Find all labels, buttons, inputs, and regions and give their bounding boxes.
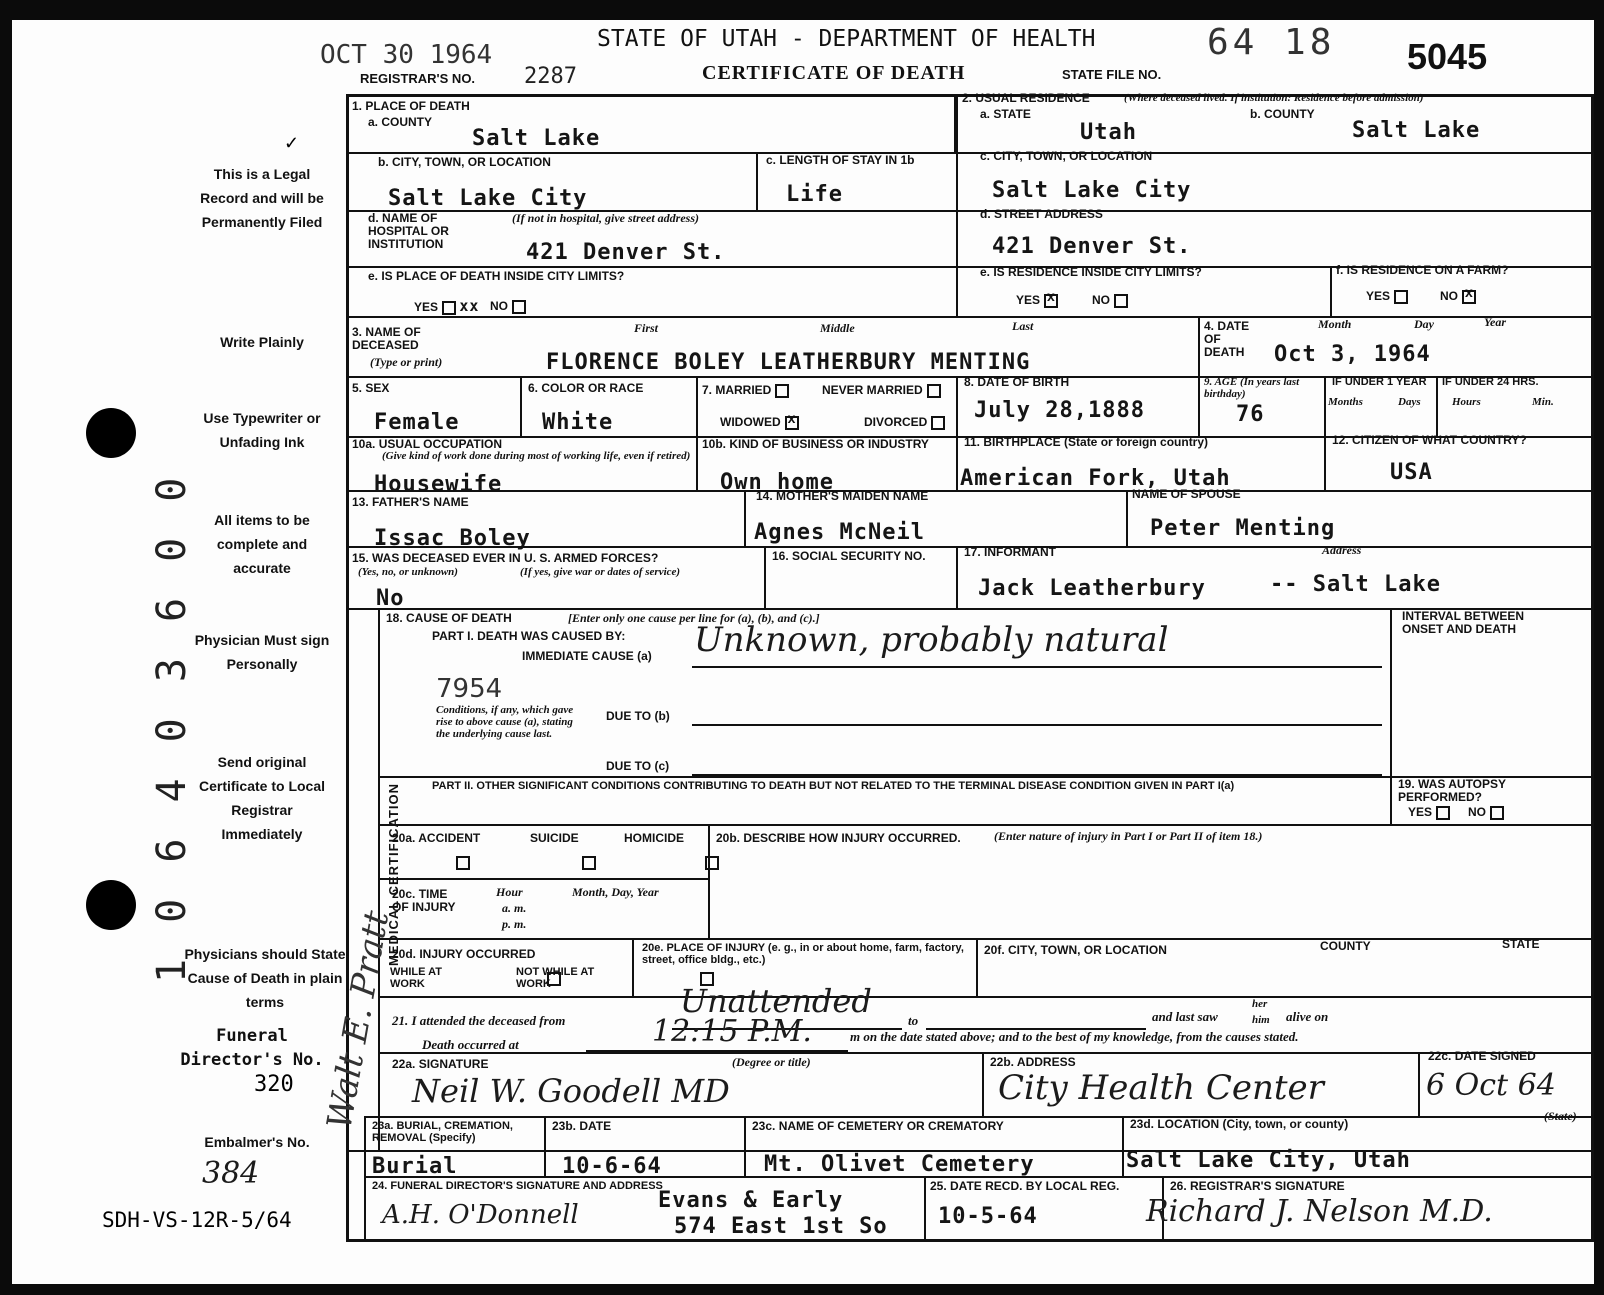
pod-inside-city-label: e. IS PLACE OF DEATH INSIDE CITY LIMITS?	[368, 269, 625, 283]
mother-value: Agnes McNeil	[754, 520, 925, 545]
disposition-date-label: 23b. DATE	[552, 1119, 612, 1133]
under-24h-label: IF UNDER 24 HRS.	[1442, 376, 1539, 388]
race-label: 6. COLOR OR RACE	[528, 381, 644, 395]
due-c-label: DUE TO (c)	[606, 759, 670, 773]
cause-code: 7954	[436, 674, 503, 704]
res-street-label: d. STREET ADDRESS	[980, 207, 1103, 221]
agency-title: STATE OF UTAH - DEPARTMENT OF HEALTH	[597, 26, 1096, 52]
occupation-value: Housewife	[374, 472, 503, 497]
under-1yr-label: IF UNDER 1 YEAR	[1332, 376, 1427, 388]
homicide-label: HOMICIDE	[624, 831, 684, 845]
alive-label: alive on	[1286, 1009, 1329, 1024]
immediate-line	[692, 666, 1382, 668]
date-recd-value: 10-5-64	[938, 1204, 1038, 1229]
disposition-location-value: Salt Lake City, Utah	[1126, 1148, 1411, 1173]
form-code: SDH-VS-12R-5/64	[102, 1208, 292, 1232]
first-label: First	[634, 321, 659, 335]
suicide-checkbox[interactable]	[582, 856, 596, 870]
all-items-note: All items to be complete and accurate	[214, 512, 310, 576]
cemetery-value: Mt. Olivet Cemetery	[764, 1152, 1035, 1177]
pod-hospital-label: d. NAME OF HOSPITAL OR INSTITUTION	[368, 211, 449, 251]
occurred-label: Death occurred at	[422, 1037, 519, 1052]
dob-label: 8. DATE OF BIRTH	[964, 375, 1070, 389]
residence-label: 2. USUAL RESIDENCE	[962, 91, 1090, 105]
date-of-death-label: 4. DATE OF DEATH	[1204, 319, 1250, 359]
residence-note: (Where deceased lived. If institution: Residence before admission)	[1124, 92, 1424, 104]
year-label: Year	[1484, 315, 1506, 329]
autopsy-label: 19. WAS AUTOPSY PERFORMED?	[1398, 777, 1506, 804]
legal-record-note: This is a Legal Record and will be Permanently Filed	[200, 166, 324, 230]
physician-address-value: City Health Center	[998, 1068, 1324, 1108]
funeral-director-label: 24. FUNERAL DIRECTOR'S SIGNATURE AND ADDRESS	[372, 1180, 663, 1192]
due-b-label: DUE TO (b)	[606, 709, 670, 723]
pod-inside-city-no[interactable]: NO	[490, 300, 526, 314]
widowed-option[interactable]: WIDOWEDx	[720, 416, 799, 430]
pod-hospital-value: 421 Denver St.	[526, 240, 726, 265]
injury-occurred-label: 20d. INJURY OCCURRED	[392, 947, 536, 961]
cemetery-label: 23c. NAME OF CEMETERY OR CREMATORY	[752, 1119, 1004, 1133]
res-inside-yes-checkbox[interactable]	[1044, 294, 1058, 308]
burial-value: Burial	[372, 1154, 458, 1179]
part2-label: PART II. OTHER SIGNIFICANT CONDITIONS CONTRIBUTING TO DEATH BUT NOT RELATED TO THE TERMINAL DISEASE CONDITION GIVEN IN PART I(a)	[432, 780, 1235, 792]
pod-inside-yes-checkbox[interactable]	[442, 301, 456, 315]
immediate-cause-value: Unknown, probably natural	[694, 620, 1169, 660]
cause-note: [Enter only one cause per line for (a), (b), and (c).]	[568, 611, 820, 625]
registrar-no: 2287	[524, 64, 577, 89]
business-value: Own home	[720, 470, 834, 495]
physician-note: Physician Must sign Personally	[194, 632, 330, 672]
injury-city-label: 20f. CITY, TOWN, OR LOCATION	[984, 943, 1167, 957]
burial-label: 23a. BURIAL, CREMATION, REMOVAL (Specify)	[372, 1120, 513, 1144]
sex-value: Female	[374, 410, 460, 435]
res-city-value: Salt Lake City	[992, 178, 1192, 203]
punch-hole-top	[86, 408, 136, 458]
res-state-label: a. STATE	[980, 107, 1031, 121]
disposition-state-note: (State)	[1544, 1109, 1577, 1123]
to-label: to	[908, 1013, 919, 1028]
res-inside-no-checkbox[interactable]	[1114, 294, 1128, 308]
funeral-home-name: Evans & Early	[658, 1188, 844, 1213]
her-label: her	[1252, 998, 1268, 1010]
autopsy-no[interactable]: NO	[1468, 806, 1504, 820]
hours-label: Hours	[1452, 396, 1481, 408]
citizen-label: 12. CITIZEN OF WHAT COUNTRY?	[1332, 433, 1527, 447]
interval-label: INTERVAL BETWEEN ONSET AND DEATH	[1402, 609, 1525, 636]
divorced-option[interactable]: DIVORCED	[864, 416, 945, 430]
res-county-value: Salt Lake	[1352, 118, 1481, 143]
vertical-record-number: 1 0 6 4 0 3 6 0 0	[149, 471, 195, 983]
res-farm-no-checkbox[interactable]	[1462, 290, 1476, 304]
suicide-label: SUICIDE	[530, 831, 579, 845]
send-original-note: Send original Certificate to Local Registrar Immediately	[198, 754, 326, 842]
registrar-signature-label: 26. REGISTRAR'S SIGNATURE	[1170, 1179, 1345, 1193]
pod-stay-value: Life	[786, 182, 843, 207]
last-label: Last	[1012, 319, 1034, 333]
pod-city-label: b. CITY, TOWN, OR LOCATION	[378, 155, 551, 169]
registrar-signature: Richard J. Nelson M.D.	[1146, 1194, 1493, 1229]
funeral-director-signature: A.H. O'Donnell	[382, 1200, 579, 1230]
injury-state-label: STATE	[1502, 937, 1540, 951]
deceased-name: FLORENCE BOLEY LEATHERBURY MENTING	[546, 350, 1031, 375]
certificate-sheet	[12, 20, 1594, 1284]
married-checkbox[interactable]	[775, 384, 789, 398]
last-saw-label: and last saw	[1152, 1009, 1218, 1024]
place-injury-label: 20e. PLACE OF INJURY (e. g., in or about home, farm, factory, street, office bldg., etc.)	[642, 942, 964, 966]
informant-value: Jack Leatherbury	[978, 576, 1206, 601]
date-signed-value: 6 Oct 64	[1426, 1068, 1556, 1103]
armed-forces-label: 15. WAS DECEASED EVER IN U. S. ARMED FORCES?	[352, 551, 659, 565]
res-inside-city-no[interactable]: NO	[1092, 294, 1128, 308]
physicians-state-note: Physicians should State Cause of Death in plain terms	[184, 946, 346, 1010]
occupation-label: 10a. USUAL OCCUPATION	[352, 437, 503, 451]
part1-label: PART I. DEATH WAS CAUSED BY:	[432, 629, 626, 643]
spouse-value: Peter Menting	[1150, 516, 1336, 541]
accident-label: 20a. ACCIDENT	[392, 831, 481, 845]
informant-address-label: Address	[1322, 543, 1362, 557]
day-label: Day	[1414, 317, 1434, 331]
physician-address-label: 22b. ADDRESS	[990, 1055, 1076, 1069]
pod-county-label: a. COUNTY	[368, 115, 433, 129]
occurred-time: 12:15 P.M.	[652, 1014, 812, 1049]
hour-label: Hour	[496, 885, 523, 899]
occurred-tail: m on the date stated above; and to the best of my knowledge, from the causes stated.	[850, 1029, 1299, 1044]
res-state-value: Utah	[1080, 120, 1137, 145]
registrar-no-label: REGISTRAR'S NO.	[360, 71, 476, 86]
ssn-label: 16. SOCIAL SECURITY NO.	[772, 549, 926, 563]
informant-address-value: -- Salt Lake	[1270, 572, 1441, 597]
min-label: Min.	[1532, 396, 1554, 408]
injury-county-label: COUNTY	[1320, 939, 1371, 953]
days-label: Days	[1398, 396, 1421, 408]
res-city-label: c. CITY, TOWN, OR LOCATION	[980, 149, 1153, 163]
place-of-death-label: 1. PLACE OF DEATH	[352, 99, 470, 113]
pod-county-value: Salt Lake	[472, 126, 601, 151]
date-recd-label: 25. DATE RECD. BY LOCAL REG.	[930, 1179, 1120, 1193]
due-b-line	[692, 724, 1382, 726]
armed-forces-note1: (Yes, no, or unknown)	[358, 566, 458, 578]
never-married-option[interactable]: NEVER MARRIED	[822, 384, 941, 398]
funeral-director-label: Funeral Director's No.	[180, 1026, 324, 1070]
state-file-label: STATE FILE NO.	[1062, 67, 1162, 82]
injury-desc-note: (Enter nature of injury in Part I or Part II of item 18.)	[994, 829, 1263, 843]
him-label: him	[1252, 1014, 1270, 1026]
typewriter-note: Use Typewriter or Unfading Ink	[203, 410, 321, 450]
age-value: 76	[1236, 402, 1265, 427]
race-value: White	[542, 410, 614, 435]
date-signed-label: 22c. DATE SIGNED	[1428, 1049, 1536, 1063]
cause-label: 18. CAUSE OF DEATH	[386, 611, 512, 625]
birthplace-value: American Fork, Utah	[960, 466, 1231, 491]
informant-label: 17. INFORMANT	[964, 545, 1057, 559]
attended-value: Unattended	[680, 982, 872, 1020]
spouse-label: NAME OF SPOUSE	[1132, 487, 1241, 501]
dob-value: July 28,1888	[974, 398, 1145, 423]
married-option[interactable]: 7. MARRIED	[702, 384, 789, 398]
punch-hole-bottom	[86, 880, 136, 930]
disposition-date-value: 10-6-64	[562, 1154, 662, 1179]
never-married-checkbox[interactable]	[927, 384, 941, 398]
pod-inside-city-yes[interactable]: YES xx	[414, 297, 480, 315]
pm-label: p. m.	[502, 917, 527, 931]
pod-city-value: Salt Lake City	[388, 186, 588, 211]
funeral-director-no: 320	[254, 1072, 294, 1097]
father-value: Issac Boley	[374, 526, 531, 551]
am-label: a. m.	[502, 901, 527, 915]
autopsy-no-checkbox[interactable]	[1490, 806, 1504, 820]
signature-label: 22a. SIGNATURE	[392, 1057, 489, 1071]
pod-stay-label: c. LENGTH OF STAY IN 1b	[766, 153, 915, 167]
while-work-label: WHILE AT WORK	[390, 966, 442, 990]
armed-forces-note2: (If yes, give war or dates of service)	[520, 566, 681, 578]
sex-label: 5. SEX	[352, 381, 390, 395]
not-while-label: NOT WHILE AT WORK	[516, 966, 595, 990]
res-street-value: 421 Denver St.	[992, 234, 1192, 259]
embalmer-no: 384	[202, 1156, 260, 1191]
time-injury-label: 20c. TIME OF INJURY	[392, 887, 456, 914]
divorced-checkbox[interactable]	[931, 416, 945, 430]
accident-checkbox[interactable]	[456, 856, 470, 870]
citizen-value: USA	[1390, 460, 1433, 485]
name-note: (Type or print)	[370, 355, 443, 369]
embalmer-label: Embalmer's No.	[204, 1134, 310, 1150]
physician-signature: Neil W. Goodell MD	[412, 1072, 730, 1110]
mdy-label: Month, Day, Year	[572, 885, 659, 899]
name-label: 3. NAME OF DECEASED	[352, 325, 421, 352]
form-title: CERTIFICATE OF DEATH	[702, 62, 966, 84]
father-label: 13. FATHER'S NAME	[352, 495, 469, 509]
degree-label: (Degree or title)	[732, 1055, 811, 1069]
pod-inside-no-checkbox[interactable]	[512, 300, 526, 314]
date-of-death-value: Oct 3, 1964	[1274, 342, 1431, 367]
state-file-no: 5045	[1407, 36, 1488, 77]
res-farm-label: f. IS RESIDENCE ON A FARM?	[1336, 263, 1509, 277]
res-county-label: b. COUNTY	[1250, 107, 1315, 121]
birthplace-label: 11. BIRTHPLACE (State or foreign country)	[964, 435, 1209, 449]
res-inside-city-yes[interactable]: YESx	[1016, 294, 1058, 308]
write-plainly-note: Write Plainly	[220, 334, 304, 350]
pod-hospital-note: (If not in hospital, give street address)	[512, 211, 700, 225]
received-date-stamp: OCT 30 1964	[320, 40, 493, 70]
res-inside-city-label: e. IS RESIDENCE INSIDE CITY LIMITS?	[980, 265, 1202, 279]
age-label: 9. AGE (In years last birthday)	[1204, 376, 1300, 400]
state-file-prefix: 64 18	[1207, 22, 1336, 63]
sidebar-handwritten-annotation: Walt E. Pratt	[319, 907, 398, 1133]
res-farm-yes[interactable]: YES	[1366, 290, 1408, 304]
mother-label: 14. MOTHER'S MAIDEN NAME	[756, 489, 929, 503]
occupation-note: (Give kind of work done during most of working life, even if retired)	[382, 450, 691, 462]
injury-desc-label: 20b. DESCRIBE HOW INJURY OCCURRED.	[716, 831, 961, 845]
months-label: Months	[1328, 396, 1363, 408]
check-mark-icon: ✓	[284, 133, 300, 153]
funeral-home-address: 574 East 1st So	[674, 1214, 888, 1239]
medical-section-label: MEDICAL CERTIFICATION	[386, 782, 402, 967]
widowed-checkbox[interactable]	[785, 416, 799, 430]
autopsy-yes-checkbox[interactable]	[1436, 806, 1450, 820]
middle-label: Middle	[820, 321, 855, 335]
armed-forces-value: No	[376, 586, 405, 611]
res-farm-no[interactable]: NOx	[1440, 290, 1476, 304]
disposition-location-label: 23d. LOCATION (City, town, or county)	[1130, 1117, 1349, 1131]
conditions-label: Conditions, if any, which gave rise to above cause (a), stating the underlying cause last.	[436, 704, 574, 740]
month-label: Month	[1318, 317, 1352, 331]
res-farm-yes-checkbox[interactable]	[1394, 290, 1408, 304]
immediate-label: IMMEDIATE CAUSE (a)	[522, 649, 652, 663]
attended-label: 21. I attended the deceased from	[392, 1013, 566, 1028]
business-label: 10b. KIND OF BUSINESS OR INDUSTRY	[702, 437, 929, 451]
autopsy-yes[interactable]: YES	[1408, 806, 1450, 820]
